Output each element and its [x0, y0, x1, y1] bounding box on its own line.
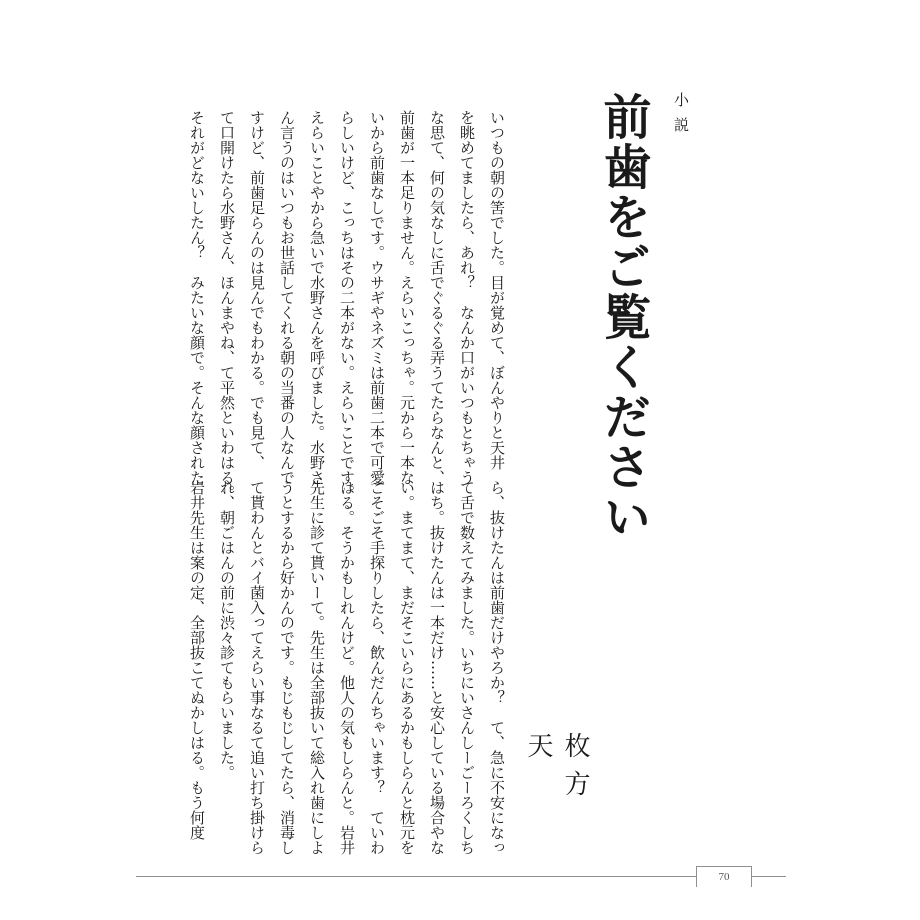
body-line: いから前歯なしです。ウサギやネズミは前歯二本で可愛 — [368, 110, 386, 485]
body-line: 前歯が一本足りません。えらいこっちゃ。元から一本な — [398, 110, 416, 485]
body-line: それがどないしたん？ みたいな顔で。そんな顔された — [188, 110, 206, 485]
body-line: て舌で数えてみました。いちにいさんしーごーろくしち — [458, 480, 476, 855]
body-line: 先生に診て貰いーて。先生は全部抜いて総入れ歯にしよ — [308, 480, 326, 855]
body-line: えらいことやから急いで水野さんを呼びました。水野さ — [308, 110, 326, 485]
body-line: ごそごそ手探りしたら、飲んだんちゃいます？ ていわ — [368, 480, 386, 855]
body-line: て貰わんとバイ菌入ってえらい事なるて追い打ち掛けら — [248, 480, 266, 855]
body-line: はち。抜けたんは一本だけ……と安心している場合やな — [428, 480, 446, 855]
body-line: うとするから好かんのです。もじもじしてたら、消毒し — [278, 480, 296, 855]
body-line: を眺めてましたら、あれ？ なんか口がいつもとちゃう — [458, 110, 476, 485]
body-line: らしいけど、こっちはその二本がない。えらいことです。 — [338, 110, 356, 500]
body-line: ら、抜けたんは前歯だけやろか？ て、急に不安になっ — [488, 480, 506, 855]
body-line: れ、朝ごはんの前に渋々診てもらいました。 — [218, 480, 236, 780]
body-line: ん言うのはいつもお世話してくれる朝の当番の人なんで — [278, 110, 296, 485]
body-text-upper — [188, 110, 512, 500]
body-line: な思て、何の気なしに舌でぐるぐる弄うてたらなんと、 — [428, 110, 446, 485]
body-line: い。まてまて、まだそこいらにあるかもしらんと枕元を — [398, 480, 416, 855]
author-name: 枚方天 — [523, 732, 590, 808]
footer-rule — [136, 876, 786, 877]
story-title: 前歯をご覧ください — [595, 92, 651, 542]
body-line: 岩井先生は案の定、全部抜こてぬかしはる。もう何度 — [188, 480, 206, 840]
genre-label: 小説 — [672, 92, 690, 142]
body-line: いつもの朝の筈でした。目が覚めて、ぼんやりと天井 — [488, 110, 506, 470]
page-number: 70 — [696, 866, 752, 887]
body-line: て口開けたら水野さん、ほんまやね、て平然といわはる。 — [218, 110, 236, 500]
body-text-lower — [188, 480, 512, 855]
body-line: すけど、前歯足らんのは見んでもわかる。でも見て、 — [248, 110, 266, 470]
body-line: はる。そうかもしれんけど。他人の気もしらんと。岩井 — [338, 480, 356, 855]
